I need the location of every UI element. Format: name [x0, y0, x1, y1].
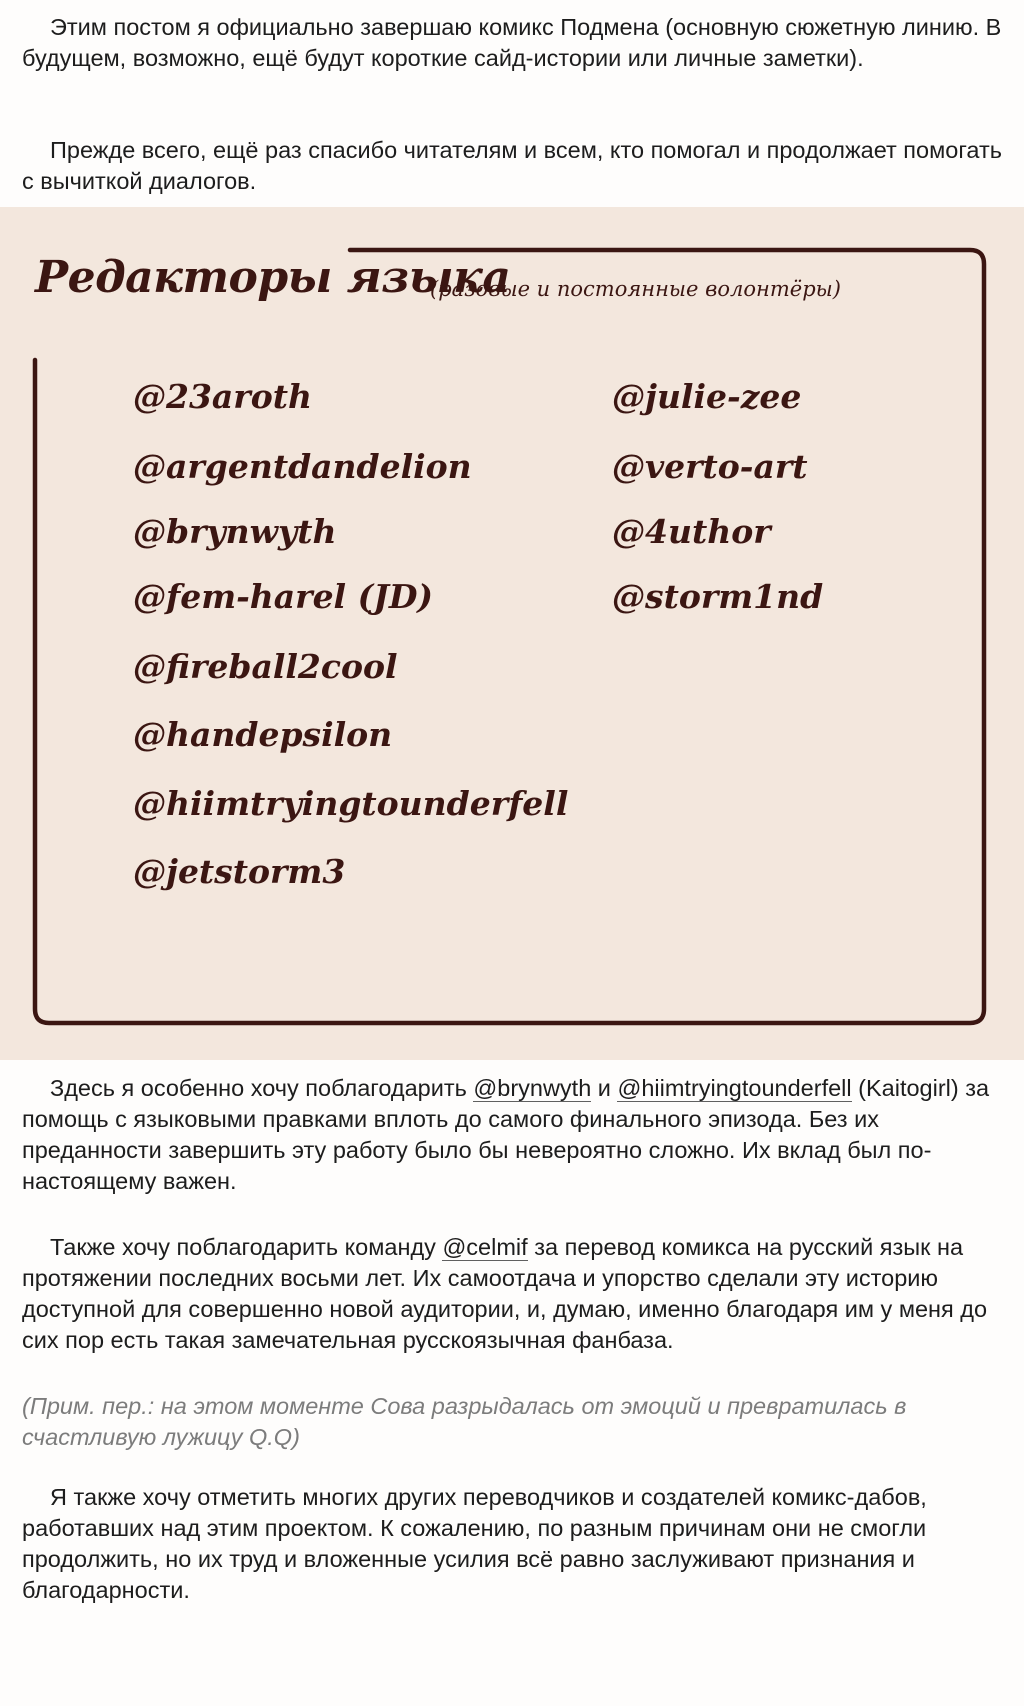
- editor-handle[interactable]: @argentdandelion: [133, 447, 472, 486]
- language-editors-panel: [0, 207, 1024, 1060]
- thanks-paragraph-translators: [22, 1232, 1007, 1356]
- editor-handle[interactable]: @4uthor: [612, 512, 771, 551]
- thanks-text: Также хочу поблагодарить команду: [50, 1234, 443, 1260]
- editor-handle[interactable]: @fem-harel (JD): [133, 577, 434, 616]
- editor-handle[interactable]: @storm1nd: [612, 577, 824, 616]
- editor-handle[interactable]: @fireball2cool: [133, 647, 398, 686]
- thanks-text: Здесь я особенно хочу поблагодарить: [50, 1075, 474, 1101]
- panel-subtitle: (разовые и постоянные волонтёры): [430, 277, 841, 301]
- panel-frame: [32, 239, 990, 1030]
- thanks-text: Я также хочу отметить многих других переводчиков и создателей комикс-дабов, работавших над этим проектом. К сожалению, по разным причинам они не смогли продолжить, но их труд и вложенные усилия всё равно заслуживают признания и благодарности.: [22, 1484, 927, 1603]
- thanks-paragraph-editors: [22, 1073, 1007, 1197]
- thanks-text: (Kaitogirl) за помощь с языковыми правками вплоть до самого финального эпизода. Без их преданности завершить эту работу было бы невероятно сложно. Их вклад был по-настоящему важен.: [22, 1075, 990, 1194]
- intro-paragraph-1: [22, 12, 1007, 74]
- editor-handle[interactable]: @verto-art: [612, 447, 808, 486]
- intro-text-2: Прежде всего, ещё раз спасибо читателям и всем, кто помогал и продолжает помогать с вычиткой диалогов.: [22, 137, 1002, 194]
- intro-paragraph-2: [22, 135, 1007, 197]
- thanks-text: и: [591, 1075, 618, 1101]
- mention-link[interactable]: @celmif: [442, 1234, 528, 1260]
- editor-handle[interactable]: @jetstorm3: [133, 852, 346, 891]
- editor-handle[interactable]: @hiimtryingtounderfell: [133, 784, 569, 823]
- intro-text-1: Этим постом я официально завершаю комикс Подмена (основную сюжетную линию. В будущем, возможно, ещё будут короткие сайд-истории или личные заметки).: [22, 14, 1002, 71]
- panel-title: Редакторы языка: [35, 252, 511, 303]
- editor-handle[interactable]: @23aroth: [133, 377, 312, 416]
- mention-link[interactable]: @brynwyth: [473, 1075, 592, 1101]
- editor-handle[interactable]: @julie-zee: [612, 377, 802, 416]
- thanks-paragraph-others: [22, 1482, 1007, 1606]
- editor-handle[interactable]: @brynwyth: [133, 512, 337, 551]
- frame-border: [32, 239, 990, 1030]
- thanks-text: за перевод комикса на русский язык на протяжении последних восьми лет. Их самоотдача и упорство сделали эту историю доступной для совершенно новой аудитории, и, думаю, именно благодаря им у меня до сих пор есть такая замечательная русскоязычная фанбаза.: [22, 1234, 988, 1353]
- translator-note: (Прим. пер.: на этом моменте Сова разрыдалась от эмоций и превратилась в счастливую лужицу Q.Q): [22, 1393, 907, 1450]
- editor-handle[interactable]: @handepsilon: [133, 715, 393, 754]
- mention-link[interactable]: @hiimtryingtounderfell: [617, 1075, 852, 1101]
